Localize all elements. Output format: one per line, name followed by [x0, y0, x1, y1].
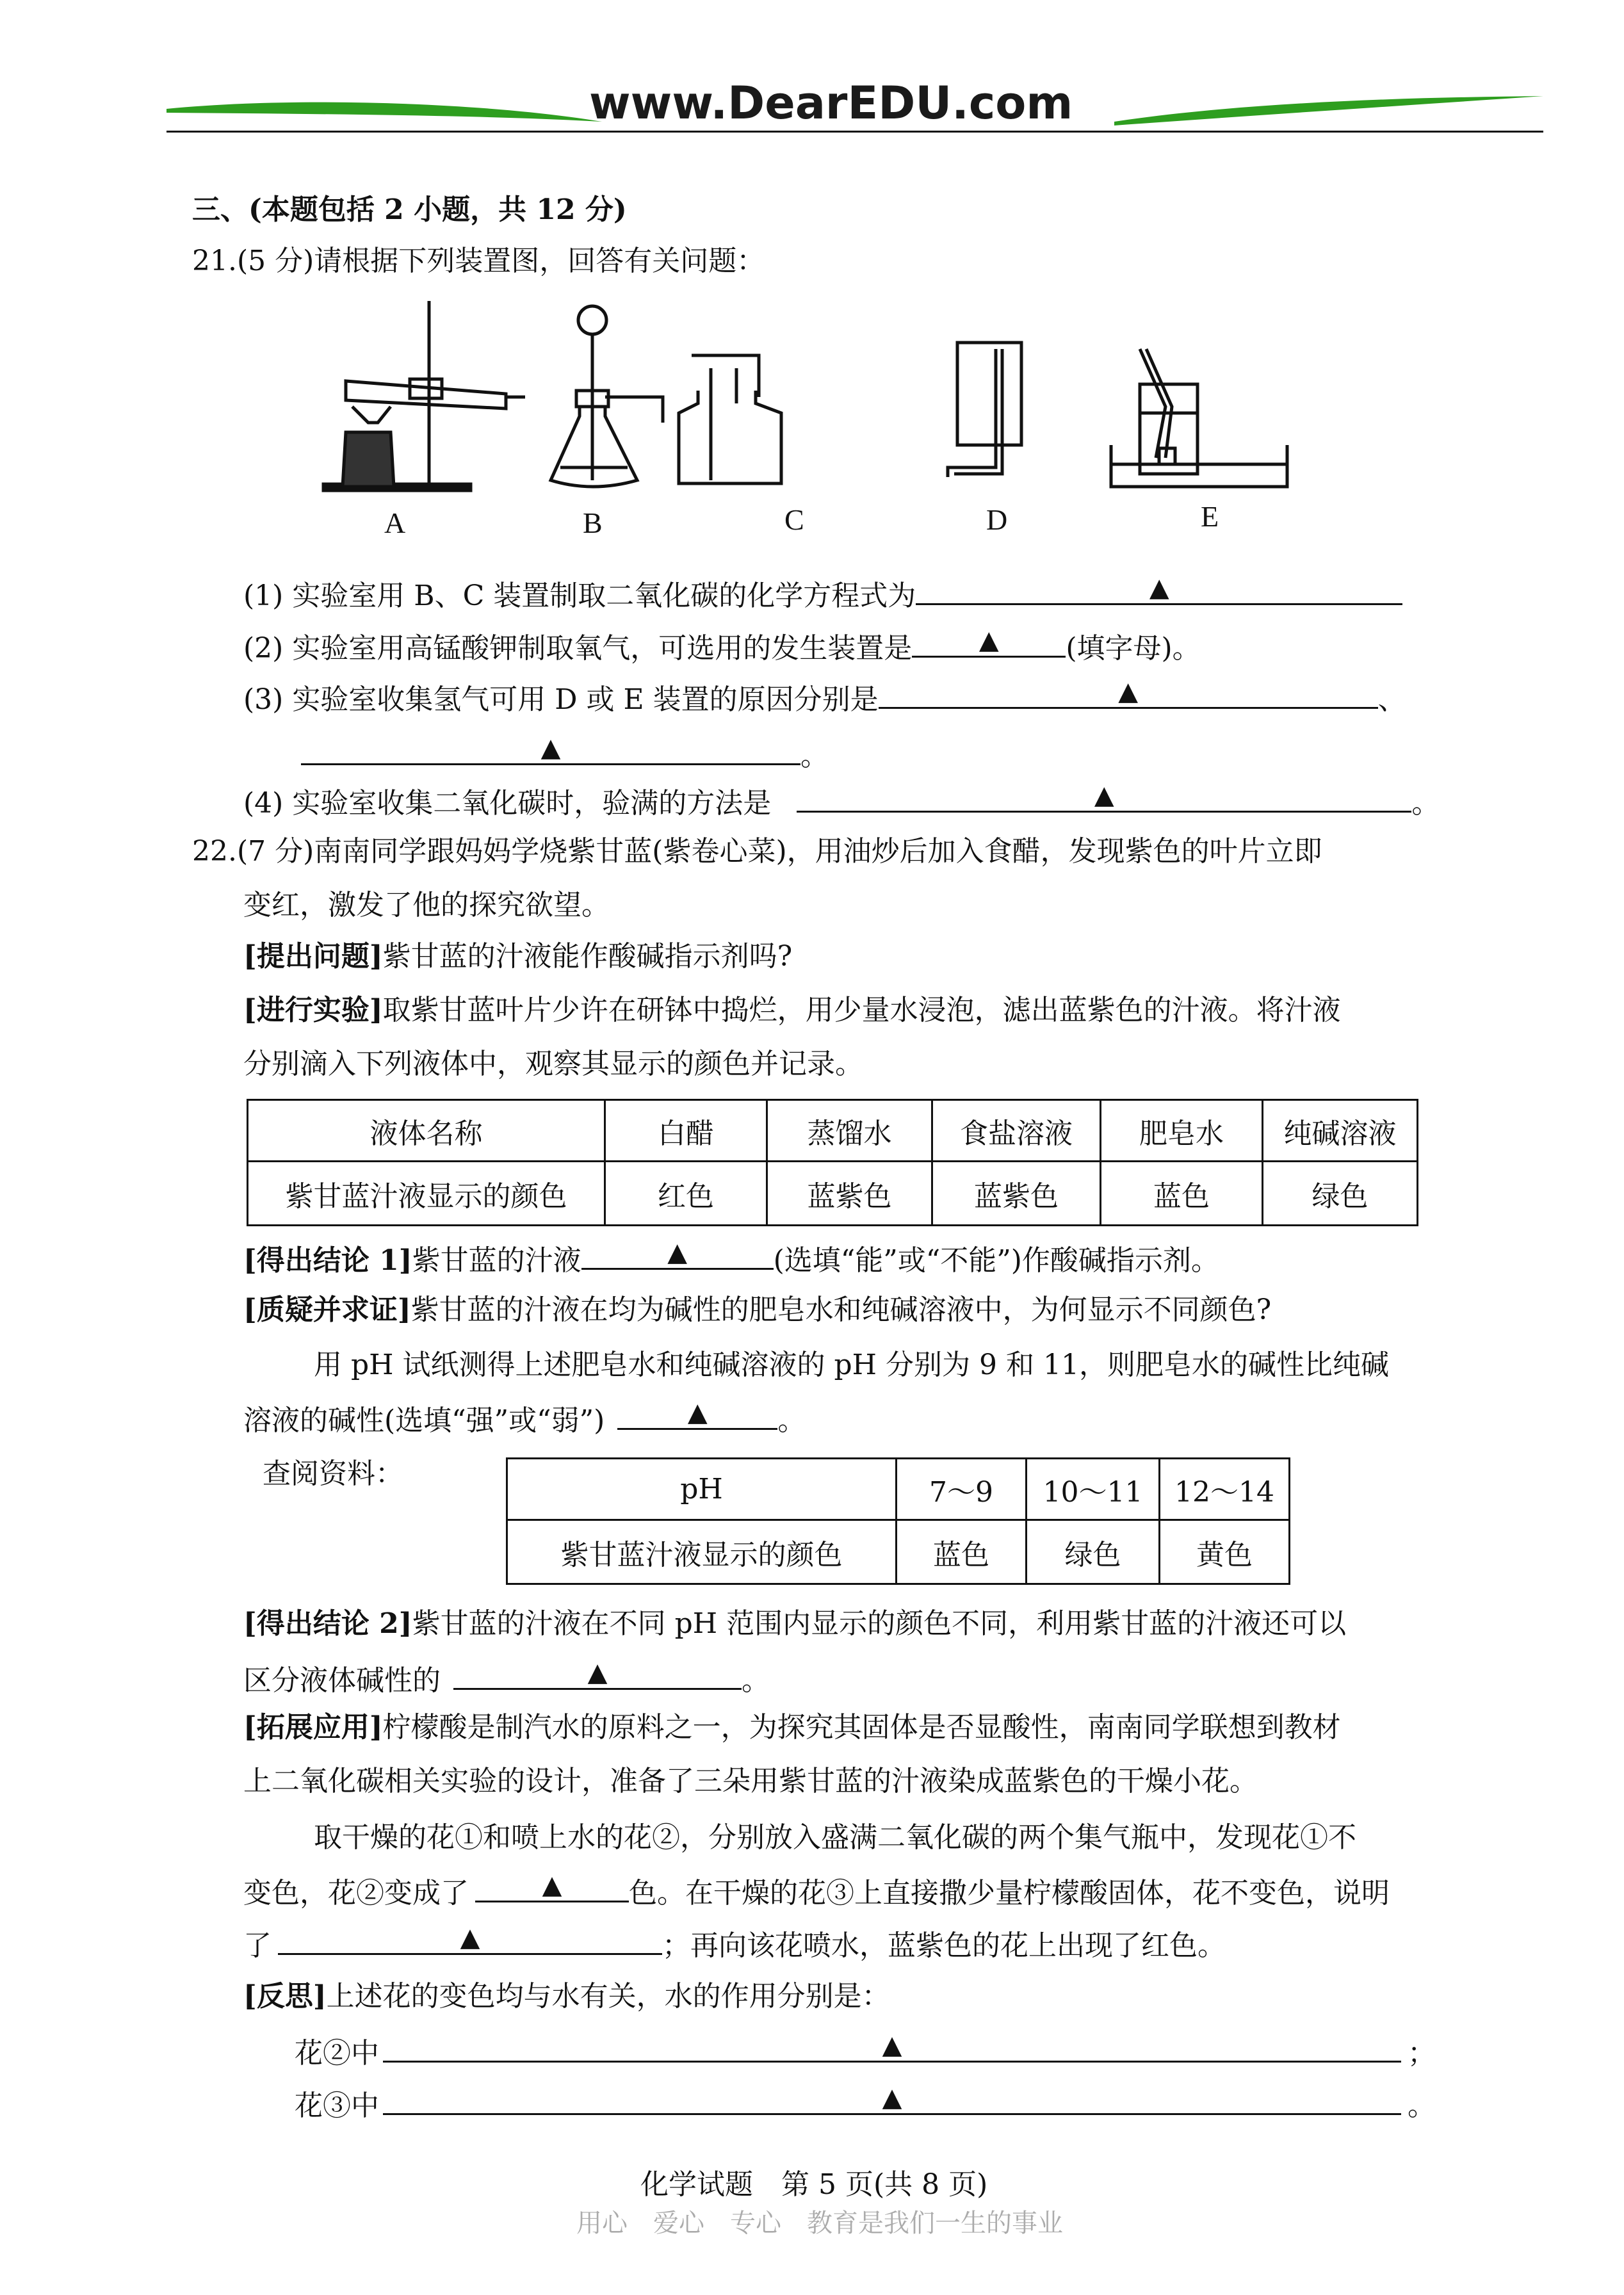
q22-r1-label: 花②中 — [295, 2037, 379, 2070]
q22-ask-tag: [提出问题] — [243, 940, 383, 973]
q22-c2-text: 紫甘蓝的汁液在不同 pH 范围内显示的颜色不同，利用紫甘蓝的汁液还可以 — [412, 1607, 1347, 1640]
q22-c2-tag: [得出结论 2] — [243, 1607, 412, 1640]
q21-part2 — [243, 628, 1201, 668]
apparatus-label-e: E — [1201, 500, 1219, 533]
q22-flower-2b: 色。在干燥的花③上直接撒少量柠檬酸固体，花不变色，说明 — [629, 1877, 1390, 1910]
q22-flower-3 — [243, 1925, 1226, 1965]
q22-ph-2-end: 。 — [777, 1404, 806, 1437]
table-cell: 绿色 — [1027, 1520, 1160, 1584]
q22-reflect-2 — [295, 2085, 1436, 2125]
table-row — [507, 1459, 1290, 1520]
q22-ask-text: 紫甘蓝的汁液能作酸碱指示剂吗? — [382, 940, 793, 973]
apparatus-c-icon — [679, 355, 781, 483]
q22-ph-2 — [243, 1400, 806, 1440]
table-cell: 黄色 — [1160, 1520, 1290, 1584]
q22-flower-3a: 了 — [243, 1929, 272, 1962]
table-cell: 蓝紫色 — [767, 1162, 932, 1226]
q22-flower-3b: ；再向该花喷水，蓝紫色的花上出现了红色。 — [662, 1929, 1226, 1962]
q22-doubt-tag: [质疑并求证] — [243, 1293, 411, 1326]
answer-mark-icon: ▲ — [540, 733, 561, 763]
ph-table — [506, 1457, 1290, 1585]
q22-r1-blank[interactable] — [383, 2032, 1401, 2063]
apparatus-e-icon — [1111, 349, 1287, 487]
q21-part4-text: (4) 实验室收集二氧化碳时，验满的方法是 — [243, 787, 772, 820]
answer-mark-icon: ▲ — [978, 626, 999, 655]
q22-ext-tag: [拓展应用] — [243, 1711, 383, 1744]
answer-mark-icon: ▲ — [1094, 781, 1114, 810]
q22-stem-2: 变红，激发了他的探究欲望。 — [243, 889, 610, 921]
q22-reflect-1 — [295, 2032, 1436, 2073]
answer-mark-icon: ▲ — [1118, 677, 1139, 706]
site-logo-text: www.DearEDU.com — [589, 77, 1073, 129]
q22-flower-2 — [243, 1872, 1390, 1913]
table-cell: 白醋 — [605, 1100, 767, 1162]
table-row — [248, 1100, 1418, 1162]
q22-flower-1: 取干燥的花①和喷上水的花②，分别放入盛满二氧化碳的两个集气瓶中，发现花①不 — [314, 1821, 1356, 1854]
q22-reflect-tag: [反思] — [243, 1980, 327, 2013]
answer-mark-icon: ▲ — [460, 1923, 480, 1952]
table-cell: 12～14 — [1160, 1459, 1290, 1520]
q22-ext-1 — [243, 1708, 1341, 1747]
q21-part1 — [243, 575, 1402, 615]
answer-mark-icon: ▲ — [882, 2083, 902, 2113]
q21-part4 — [243, 783, 1440, 823]
q22-ph-2-text: 溶液的碱性(选填“强”或“弱”) — [243, 1404, 605, 1437]
table-cell: 蒸馏水 — [767, 1100, 932, 1162]
q22-ext-2: 上二氧化碳相关实验的设计，准备了三朵用紫甘蓝的汁液染成蓝紫色的干燥小花。 — [243, 1765, 1258, 1797]
answer-mark-icon: ▲ — [587, 1658, 608, 1687]
q22-r1-end: ； — [1408, 2037, 1436, 2070]
answer-mark-icon: ▲ — [882, 2031, 902, 2060]
table-cell: 肥皂水 — [1101, 1100, 1263, 1162]
page-footer: 化学试题 第 5 页(共 8 页) — [640, 2168, 988, 2201]
apparatus-d-icon — [948, 343, 1021, 477]
apparatus-label-d: D — [986, 503, 1008, 536]
table-cell: 食盐溶液 — [932, 1100, 1101, 1162]
q22-doubt-text: 紫甘蓝的汁液在均为碱性的肥皂水和纯碱溶液中，为何显示不同颜色? — [410, 1293, 1272, 1326]
apparatus-figure — [307, 295, 1313, 551]
q22-conclusion-2-line2 — [243, 1660, 770, 1700]
q22-conclusion-2 — [243, 1605, 1346, 1643]
q21-part3-blank-2[interactable] — [301, 735, 800, 765]
table-cell: pH — [507, 1459, 897, 1520]
q22-doubt — [243, 1291, 1271, 1329]
apparatus-a-icon — [323, 301, 525, 491]
q22-ask — [243, 937, 792, 976]
table-cell: 蓝紫色 — [932, 1162, 1101, 1226]
table-row — [248, 1162, 1418, 1226]
q22-c2-b: 区分液体碱性的 — [243, 1664, 441, 1697]
q22-exp-tag: [进行实验] — [243, 994, 383, 1026]
q22-exp-text-1: 取紫甘蓝叶片少许在研钵中捣烂，用少量水浸泡，滤出蓝紫色的汁液。将汁液 — [382, 994, 1341, 1026]
q22-conclusion-1 — [243, 1240, 1219, 1280]
answer-mark-icon: ▲ — [542, 1870, 562, 1900]
q22-flower-2a: 变色，花②变成了 — [243, 1877, 469, 1910]
q21-part3-end: 。 — [800, 740, 829, 772]
q22-ph-blank[interactable] — [617, 1400, 777, 1430]
section-title: 三、(本题包括 2 小题，共 12 分) — [192, 193, 627, 226]
answer-mark-icon: ▲ — [667, 1238, 687, 1267]
q22-ph-1: 用 pH 试纸测得上述肥皂水和纯碱溶液的 pH 分别为 9 和 11，则肥皂水的碱性比纯碱 — [314, 1349, 1389, 1381]
q22-stem-1: 22.(7 分)南南同学跟妈妈学烧紫甘蓝(紫卷心菜)，用油炒后加入食醋，发现紫色的叶片立即 — [192, 835, 1322, 868]
q22-r2-label: 花③中 — [295, 2089, 379, 2122]
site-header — [166, 77, 1543, 141]
q21-part2-text: (2) 实验室用高锰酸钾制取氧气，可选用的发生装置是 — [243, 632, 913, 665]
q22-ext-text-1: 柠檬酸是制汽水的原料之一，为探究其固体是否显酸性，南南同学联想到教材 — [382, 1711, 1341, 1744]
q21-part2-blank[interactable] — [912, 628, 1066, 658]
q22-c2-end: 。 — [742, 1664, 770, 1697]
table-cell: 红色 — [605, 1162, 767, 1226]
q22-reflect-text: 上述花的变色均与水有关，水的作用分别是： — [326, 1980, 890, 2013]
q21-part3 — [243, 679, 1406, 719]
header-swoosh-right — [1114, 90, 1543, 134]
q22-ref-label: 查阅资料： — [263, 1457, 403, 1490]
header-rule — [166, 131, 1543, 133]
table-cell: 液体名称 — [248, 1100, 605, 1162]
apparatus-label-c: C — [784, 503, 804, 536]
q21-part3-line2 — [301, 735, 829, 775]
q22-flower-blank-2[interactable] — [278, 1925, 662, 1955]
table-cell: 绿色 — [1263, 1162, 1418, 1226]
table-cell: 7～9 — [897, 1459, 1027, 1520]
q22-flower-blank-1[interactable] — [475, 1872, 629, 1902]
q22-exp-2: 分别滴入下列液体中，观察其显示的颜色并记录。 — [243, 1048, 863, 1080]
q22-c2-blank[interactable] — [453, 1660, 742, 1690]
color-table — [247, 1099, 1418, 1226]
apparatus-label-b: B — [583, 507, 603, 539]
q21-part3-blank-1[interactable] — [879, 679, 1378, 709]
q21-part3-sep: 、 — [1377, 683, 1406, 716]
table-cell: 纯碱溶液 — [1263, 1100, 1418, 1162]
apparatus-label-a: A — [384, 507, 406, 539]
q21-part4-end: 。 — [1411, 787, 1440, 820]
table-row — [507, 1520, 1290, 1584]
q22-r2-blank[interactable] — [383, 2085, 1401, 2115]
q22-c1-blank[interactable] — [581, 1240, 774, 1270]
q21-part2-tail: (填字母)。 — [1066, 632, 1201, 665]
q21-stem: 21.(5 分)请根据下列装置图，回答有关问题： — [192, 245, 765, 277]
q22-exp-1 — [243, 991, 1341, 1030]
q22-reflect — [243, 1977, 890, 2016]
header-swoosh-left — [166, 90, 602, 134]
q22-c1-text: 紫甘蓝的汁液 — [412, 1244, 581, 1277]
q22-c1-tag: [得出结论 1] — [243, 1244, 412, 1277]
answer-mark-icon: ▲ — [687, 1398, 708, 1427]
table-cell: 蓝色 — [1101, 1162, 1263, 1226]
q21-part1-blank[interactable] — [916, 575, 1402, 605]
q21-part1-text: (1) 实验室用 B、C 装置制取二氧化碳的化学方程式为 — [243, 580, 916, 612]
table-cell: 紫甘蓝汁液显示的颜色 — [248, 1162, 605, 1226]
table-cell: 蓝色 — [897, 1520, 1027, 1584]
footer-slogan: 用心 爱心 专心 教育是我们一生的事业 — [576, 2209, 1063, 2238]
answer-mark-icon: ▲ — [1149, 573, 1169, 603]
q21-part4-blank[interactable] — [797, 783, 1411, 813]
q22-r2-end: 。 — [1408, 2089, 1436, 2122]
apparatus-b-icon — [551, 306, 663, 487]
table-cell: 10～11 — [1027, 1459, 1160, 1520]
q21-part3-text: (3) 实验室收集氢气可用 D 或 E 装置的原因分别是 — [243, 683, 879, 716]
table-cell: 紫甘蓝汁液显示的颜色 — [507, 1520, 897, 1584]
q22-c1-tail: (选填“能”或“不能”)作酸碱指示剂。 — [773, 1244, 1219, 1277]
